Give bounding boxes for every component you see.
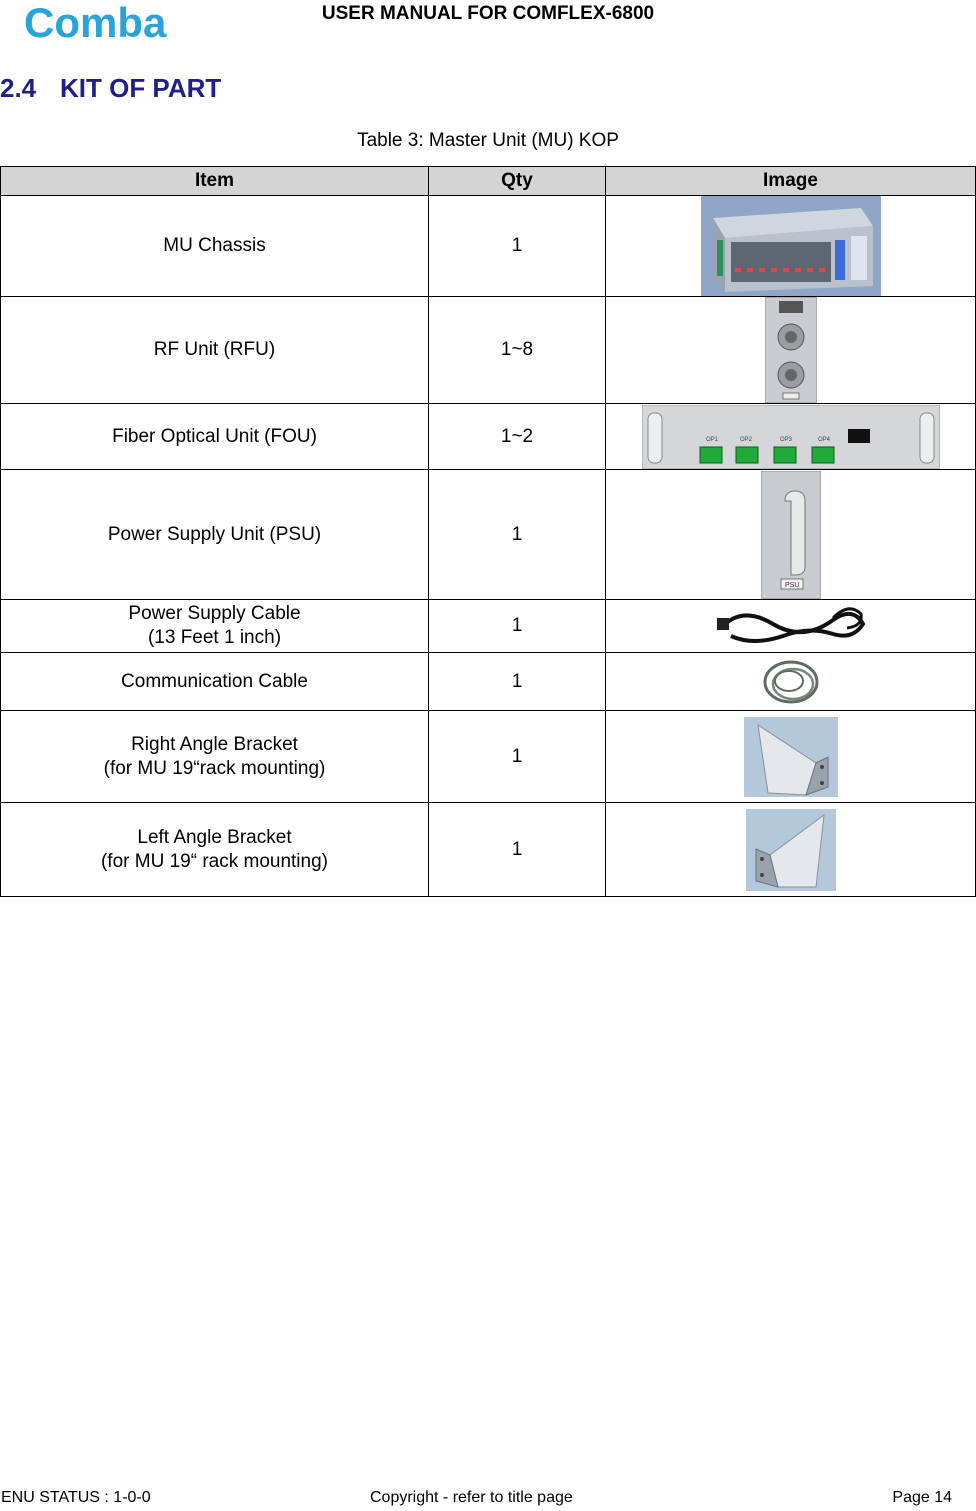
power-cable-image bbox=[713, 600, 869, 652]
column-header-qty: Qty bbox=[429, 167, 606, 196]
image-cell bbox=[606, 470, 976, 600]
qty-cell: 1 bbox=[429, 600, 606, 653]
table-row bbox=[1, 196, 976, 297]
kit-of-part-table bbox=[0, 166, 976, 897]
table-caption: Table 3: Master Unit (MU) KOP bbox=[357, 130, 619, 151]
image-cell bbox=[606, 803, 976, 897]
item-cell: RF Unit (RFU) bbox=[1, 297, 429, 404]
footer-status: ENU STATUS : 1-0-0 bbox=[1, 1489, 151, 1506]
page-footer bbox=[0, 1489, 976, 1511]
communication-cable-image bbox=[759, 654, 823, 710]
qty-cell: 1 bbox=[429, 470, 606, 600]
qty-cell: 1~8 bbox=[429, 297, 606, 404]
qty-cell: 1 bbox=[429, 653, 606, 711]
rf-unit-image bbox=[765, 297, 817, 403]
item-cell: Right Angle Bracket (for MU 19“rack mounting) bbox=[1, 711, 429, 803]
item-cell: MU Chassis bbox=[1, 196, 429, 297]
logo-text: Comba bbox=[24, 2, 167, 44]
image-cell bbox=[606, 711, 976, 803]
power-supply-unit-image bbox=[761, 471, 821, 599]
fou-port-label-3: OP3 bbox=[779, 436, 792, 443]
fou-port-label-1: OP1 bbox=[705, 436, 718, 443]
item-cell: Power Supply Unit (PSU) bbox=[1, 470, 429, 600]
fiber-optical-unit-image bbox=[642, 405, 940, 469]
footer-copyright: Copyright - refer to title page bbox=[370, 1489, 573, 1506]
section-heading bbox=[0, 73, 221, 104]
section-title-text: KIT OF PART bbox=[60, 73, 222, 103]
table-row bbox=[1, 297, 976, 404]
document-header-title: USER MANUAL FOR COMFLEX-6800 bbox=[321, 3, 655, 24]
footer-page-number: Page 14 bbox=[892, 1489, 952, 1506]
image-cell bbox=[606, 653, 976, 711]
section-number: 2.4 bbox=[0, 73, 37, 103]
item-cell: Power Supply Cable (13 Feet 1 inch) bbox=[1, 600, 429, 653]
table-row bbox=[1, 803, 976, 897]
qty-cell: 1 bbox=[429, 196, 606, 297]
column-header-image: Image bbox=[606, 167, 976, 196]
column-header-item: Item bbox=[1, 167, 429, 196]
table-row bbox=[1, 653, 976, 711]
image-cell bbox=[606, 404, 976, 470]
item-cell: Fiber Optical Unit (FOU) bbox=[1, 404, 429, 470]
left-bracket-image bbox=[746, 809, 836, 891]
table-row bbox=[1, 711, 976, 803]
image-cell bbox=[606, 600, 976, 653]
item-cell: Communication Cable bbox=[1, 653, 429, 711]
item-cell: Left Angle Bracket (for MU 19“ rack mounting) bbox=[1, 803, 429, 897]
psu-label: PSU bbox=[784, 581, 799, 589]
table-row bbox=[1, 470, 976, 600]
right-bracket-image bbox=[744, 717, 838, 797]
table-row bbox=[1, 404, 976, 470]
qty-cell: 1 bbox=[429, 803, 606, 897]
fou-port-label-4: OP4 bbox=[817, 436, 830, 443]
table-header-row bbox=[1, 167, 976, 196]
image-cell bbox=[606, 297, 976, 404]
image-cell bbox=[606, 196, 976, 297]
fou-port-label-2: OP2 bbox=[739, 436, 752, 443]
qty-cell: 1~2 bbox=[429, 404, 606, 470]
qty-cell: 1 bbox=[429, 711, 606, 803]
table-row bbox=[1, 600, 976, 653]
mu-chassis-image bbox=[701, 196, 881, 296]
